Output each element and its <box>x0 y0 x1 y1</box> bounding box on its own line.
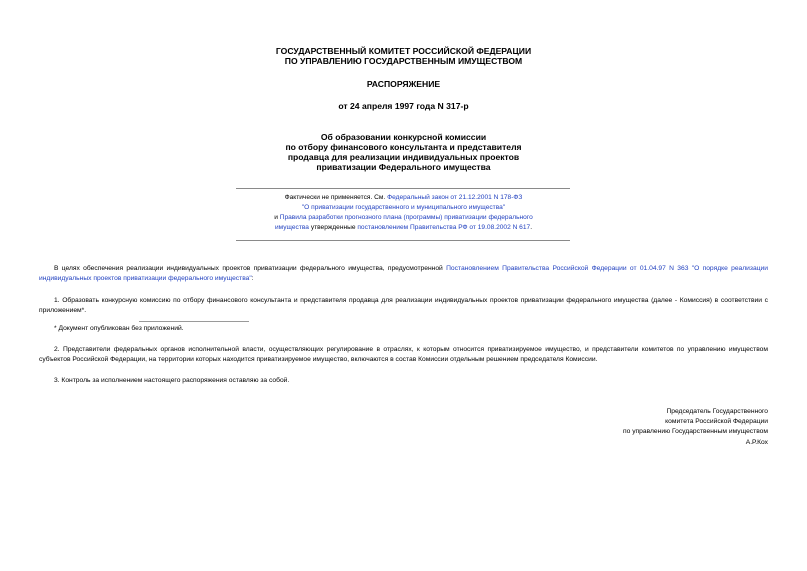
issuer-line-2: ПО УПРАВЛЕНИЮ ГОСУДАРСТВЕННЫМ ИМУЩЕСТВОМ <box>284 56 523 66</box>
signatory-name: А.Р.Кох <box>745 438 768 446</box>
item-3-paragraph: 3. Контроль за исполнением настоящего распоряжения оставляю за собой. <box>54 377 290 384</box>
status-note-top-divider <box>236 188 570 189</box>
privatization-rules-link-end[interactable]: имущества <box>274 224 309 231</box>
status-note-end: . <box>530 224 533 231</box>
signature-block <box>508 407 768 448</box>
status-note-mid: утвержденные <box>308 224 358 231</box>
status-note-line-2 <box>236 203 571 213</box>
status-note-conj: и <box>274 214 280 221</box>
decree-363-link[interactable]: Постановлением Правительства Российской Федерации от 01.04.97 N 363 "О порядке реализации индивидуальных проектов приватизации федерального имущества" <box>39 265 768 282</box>
issuer-line-1: ГОСУДАРСТВЕННЫЙ КОМИТЕТ РОССИЙСКОЙ ФЕДЕРАЦИИ <box>275 46 532 56</box>
footnote-text: * Документ опубликован без приложений. <box>54 325 184 332</box>
privatization-rules-link[interactable]: Правила разработки прогнозного плана (программы) приватизации федерального <box>279 214 533 221</box>
status-note-prefix: Фактически не применяется. См. <box>284 194 388 201</box>
federal-law-title-link[interactable]: "О приватизации государственного и муниципального имущества" <box>301 204 506 211</box>
intro-paragraph <box>39 264 768 283</box>
document-date-number: от 24 апреля 1997 года N 317-р <box>338 101 469 111</box>
status-note-line-3 <box>236 213 571 223</box>
signature-line-3: по управлению Государственным имуществом <box>623 428 768 436</box>
federal-law-link[interactable]: Федеральный закон от 21.12.2001 N 178-ФЗ <box>387 194 523 201</box>
intro-text: В целях обеспечения реализации индивидуальных проектов приватизации федерального имущества, предусмотренной <box>54 265 447 272</box>
status-note-line-1 <box>236 193 571 203</box>
status-note-bottom-divider <box>236 240 570 241</box>
document-title-line-1: Об образовании конкурсной комиссии <box>320 132 487 142</box>
intro-suffix: : <box>251 274 254 282</box>
document-title-line-3: продавца для реализации индивидуальных проектов <box>287 152 520 162</box>
signature-line-2: комитета Российской Федерации <box>665 418 768 426</box>
status-note-line-4 <box>236 223 571 233</box>
document-type: РАСПОРЯЖЕНИЕ <box>366 79 441 89</box>
document-title-line-2: по отбору финансового консультанта и представителя <box>285 142 522 152</box>
item-1-paragraph: 1. Образовать конкурсную комиссию по отбору финансового консультанта и представителя продавца для реализации индивидуальных проектов приватизации федерального имущества (далее - Комиссия) в соответствии с приложением*. <box>39 297 768 314</box>
item-2-paragraph: 2. Представители федеральных органов исполнительной власти, осуществляющих регулирование в отраслях, к которым относится приватизируемое имущество, и представители комитетов по управлению имуществом субъектов Российской Федерации, на территории которых находится приватизируемое имущество, включаются в состав Комиссии отдельным решением председателя Комиссии. <box>39 346 768 363</box>
document-title-line-4: приватизации Федерального имущества <box>316 162 491 172</box>
signature-line-1: Председатель Государственного <box>666 408 768 415</box>
government-decree-link[interactable]: постановлением Правительства РФ от 19.08.2002 N 617 <box>357 224 531 231</box>
footnote-divider <box>139 321 249 322</box>
